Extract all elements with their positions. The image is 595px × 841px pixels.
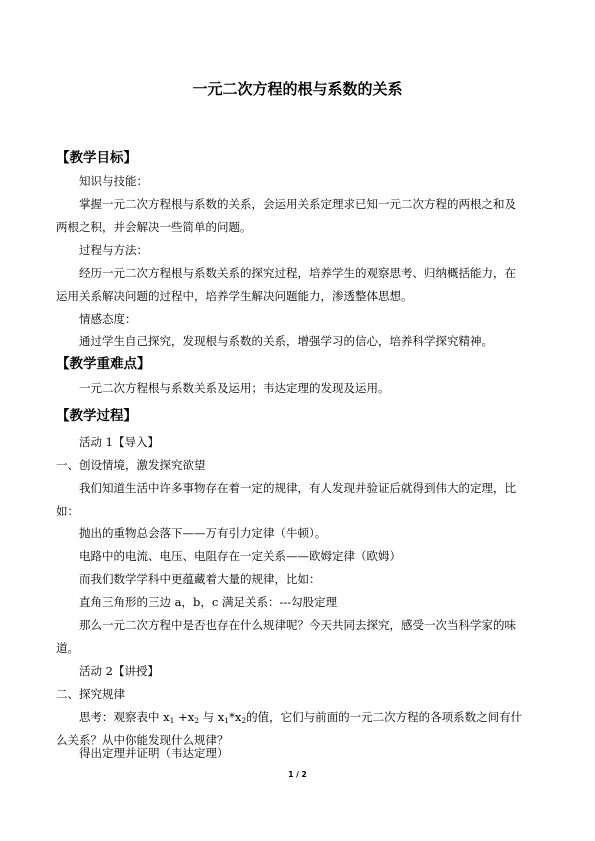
text-line: 我们知道生活中许多事物存在着一定的规律，有人发现并验证后就得到伟大的定理，比 [79,481,516,495]
text-line: 而我们数学学科中更蕴藏着大量的规律，比如： [79,572,321,586]
text-line: 运用关系解决问题的过程中，培养学生解决问题能力，渗透整体思想。 [56,289,413,303]
section-heading-key-points: 【教学重难点】 [56,356,151,372]
text-line: 么关系？从中你能发现什么规律？ [56,733,229,747]
text-line: 道。 [56,641,79,655]
text-line: 直角三角形的三边 a，b，c 满足关系：---勾股定理 [79,595,338,609]
page-number: 1 / 2 [288,770,307,779]
text-line: 通过学生自己探究，发现根与系数的关系，增强学习的信心，培养科学探究精神。 [79,334,493,348]
subscript: 2 [241,716,247,725]
text-line: 经历一元二次方程根与系数关系的探究过程，培养学生的观察思考、归纳概括能力，在 [79,266,516,280]
text-line: 一、创设情境，激发探究欲望 [56,458,206,472]
text-line: 一元二次方程根与系数关系及运用；韦达定理的发现及运用。 [79,381,390,395]
subscript: 1 [169,716,175,725]
text-line: 掌握一元二次方程根与系数的关系，会运用关系定理求已知一元二次方程的两根之和及 [79,197,516,211]
text-line: 过程与方法： [79,243,148,257]
text-line-formula [79,709,522,729]
section-heading-process: 【教学过程】 [56,408,137,424]
text-line: 活动 2【讲授】 [79,664,159,678]
document-title: 一元二次方程的根与系数的关系 [192,80,403,98]
text-line: 二、探究规律 [56,687,125,701]
subscript: 2 [194,716,199,725]
text-line: 活动 1【导入】 [79,435,159,449]
text-line: 知识与技能： [79,174,148,188]
text-line: 那么一元二次方程中是否也存在什么规律呢？今天共同去探究，感受一次当科学家的味 [79,618,516,632]
text-line: 得出定理并证明（韦达定理） [79,746,229,760]
text-line: 如： [56,504,79,518]
section-heading-goals: 【教学目标】 [56,150,137,166]
text-line: 情感态度： [79,312,137,326]
text-fragment: +x [174,710,195,724]
text-line: 两根之积，并会解决一些简单的问题。 [56,220,252,234]
text-fragment: 与 x [198,710,225,724]
text-fragment: 的值，它们与前面的一元二次方程的各项系数之间有什 [246,710,523,724]
text-line: 抛出的重物总会落下——万有引力定律（牛顿）。 [79,526,327,540]
text-fragment: *x [229,710,242,724]
text-line: 电路中的电流、电压、电阻存在一定关系——欧姆定律（欧姆） [79,549,401,563]
text-fragment: 思考：观察表中 x [79,710,170,724]
subscript: 1 [224,716,230,725]
